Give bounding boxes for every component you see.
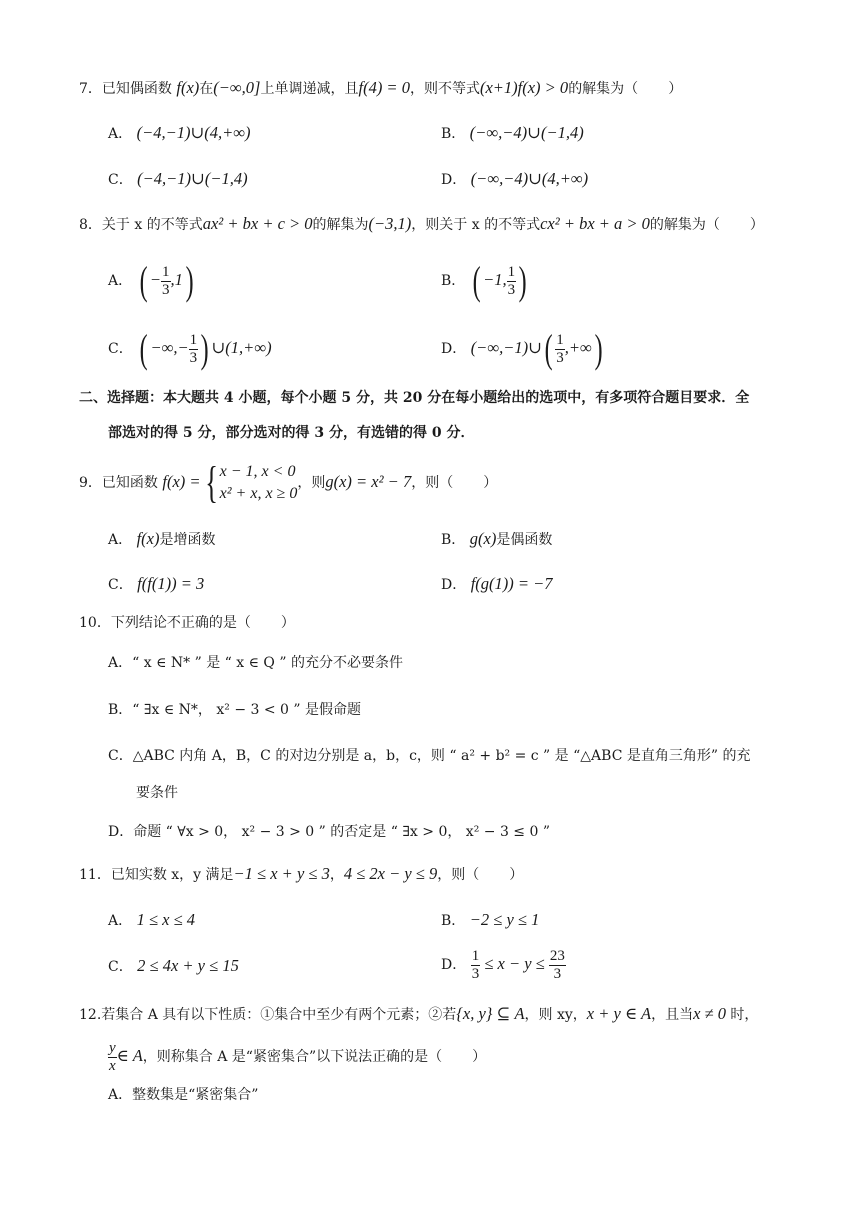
q11-stem: 11．已知实数 x，y 满足−1 ≤ x + y ≤ 3，4 ≤ 2x − y ≤ 9，则（ ）	[79, 864, 524, 883]
q7-option-c[interactable]: C． (−4,−1)∪(−1,4)	[108, 169, 248, 188]
q8-option-d[interactable]: D． (−∞,−1)∪( $\frac{1}{3}$ ,+∞)	[441, 326, 603, 371]
q9-option-c[interactable]: C． f(f(1)) = 3	[108, 574, 205, 593]
q7-option-d[interactable]: D． (−∞,−4)∪(4,+∞)	[441, 169, 589, 188]
fraction: $\frac{1}{3}$	[507, 263, 516, 298]
q7-stem: 7．已知偶函数 f(x)在(−∞,0]上单调递减，且f(4) = 0，则不等式(x+1)f(x) > 0的解集为（ ）	[79, 78, 683, 97]
q8-option-c[interactable]: C． ( −∞,− $\frac{1}{3}$ ) ∪(1,+∞)	[108, 326, 272, 371]
piecewise-cases: x − 1, x < 0 x² + x, x ≥ 0	[219, 463, 298, 502]
q10-option-d[interactable]: D．命题 “ ∀x > 0， x² − 3 > 0 ” 的否定是 “ ∃x > 0， x² − 3 ≤ 0 ”	[108, 824, 550, 840]
q12-option-a[interactable]: A．整数集是“紧密集合”	[108, 1087, 259, 1103]
q8-stem: 8．关于 x 的不等式ax² + bx + c > 0的解集为(−3,1)，则关于 x 的不等式cx² + bx + a > 0的解集为（ ）	[79, 214, 764, 233]
q7-option-a[interactable]: A． (−4,−1)∪(4,+∞)	[108, 123, 251, 142]
q10-option-a[interactable]: A．“ x ∈ N* ” 是 “ x ∈ Q ” 的充分不必要条件	[108, 655, 403, 671]
section-heading-line2: 部选对的得 5 分，部分选对的得 3 分，有选错的得 0 分．	[108, 425, 475, 441]
q10-option-b[interactable]: B．“ ∃x ∈ N*， x² − 3 < 0 ” 是假命题	[108, 702, 361, 718]
q9-stem: 9．已知函数 f(x) ={ x − 1, x < 0 x² + x, x ≥ 0 ，则g(x) = x² − 7，则（ ）	[79, 458, 498, 507]
q7-option-b[interactable]: B． (−∞,−4)∪(−1,4)	[441, 123, 584, 142]
q10-stem: 10．下列结论不正确的是（ ）	[79, 615, 295, 631]
q11-option-c[interactable]: C． 2 ≤ 4x + y ≤ 15	[108, 956, 239, 975]
section-heading-line1: 二、选择题：本大题共 4 小题，每个小题 5 分，共 20 分在每小题给出的选项中，有多项符合题目要求．全	[79, 390, 750, 406]
q10-option-c[interactable]: C．△ABC 内角 A，B，C 的对边分别是 a，b，c，则 “ a² + b² = c ” 是 “△ABC 是直角三角形” 的充	[108, 748, 751, 764]
q8-option-a[interactable]: A． ( − $\frac{1}{3}$ ,1)	[108, 258, 194, 303]
q11-option-d[interactable]: D． $\frac{1}{3}$ ≤ x − y ≤ $\frac{23}{3}$	[441, 947, 565, 982]
q11-option-a[interactable]: A． 1 ≤ x ≤ 4	[108, 910, 196, 929]
q8-number: 8．	[79, 217, 102, 233]
fraction: $\frac{23}{3}$	[549, 947, 565, 982]
q11-number: 11．	[79, 867, 111, 883]
q9-option-d[interactable]: D． f(g(1)) = −7	[441, 574, 553, 593]
fraction: $\frac{y}{x}$	[109, 1039, 116, 1074]
q9-number: 9．	[79, 475, 102, 491]
fraction: $\frac{1}{3}$	[162, 263, 170, 298]
q12-stem-line2: $\frac{y}{x}$ ∈ A，则称集合 A 是“紧密集合”以下说法正确的是（ ）	[109, 1039, 487, 1074]
fraction: $\frac{1}{3}$	[471, 947, 480, 982]
q9-option-b[interactable]: B． g(x)是偶函数	[441, 529, 553, 548]
q12-number: 12.	[79, 1007, 102, 1023]
q11-option-b[interactable]: B． −2 ≤ y ≤ 1	[441, 910, 540, 929]
q9-option-a[interactable]: A． f(x)是增函数	[108, 529, 216, 548]
q8-option-b[interactable]: B． ( −1, $\frac{1}{3}$ )	[441, 258, 527, 303]
fraction: $\frac{1}{3}$	[189, 331, 198, 366]
q7-number: 7．	[79, 81, 102, 97]
q10-number: 10．	[79, 615, 111, 631]
q10-option-c-continuation: 要条件	[136, 785, 178, 801]
fraction: $\frac{1}{3}$	[556, 331, 564, 366]
q12-stem-line1: 12.若集合 A 具有以下性质：①集合中至少有两个元素；②若{x, y} ⊆ A，则 xy，x + y ∈ A，且当x ≠ 0 时，	[79, 1004, 759, 1023]
